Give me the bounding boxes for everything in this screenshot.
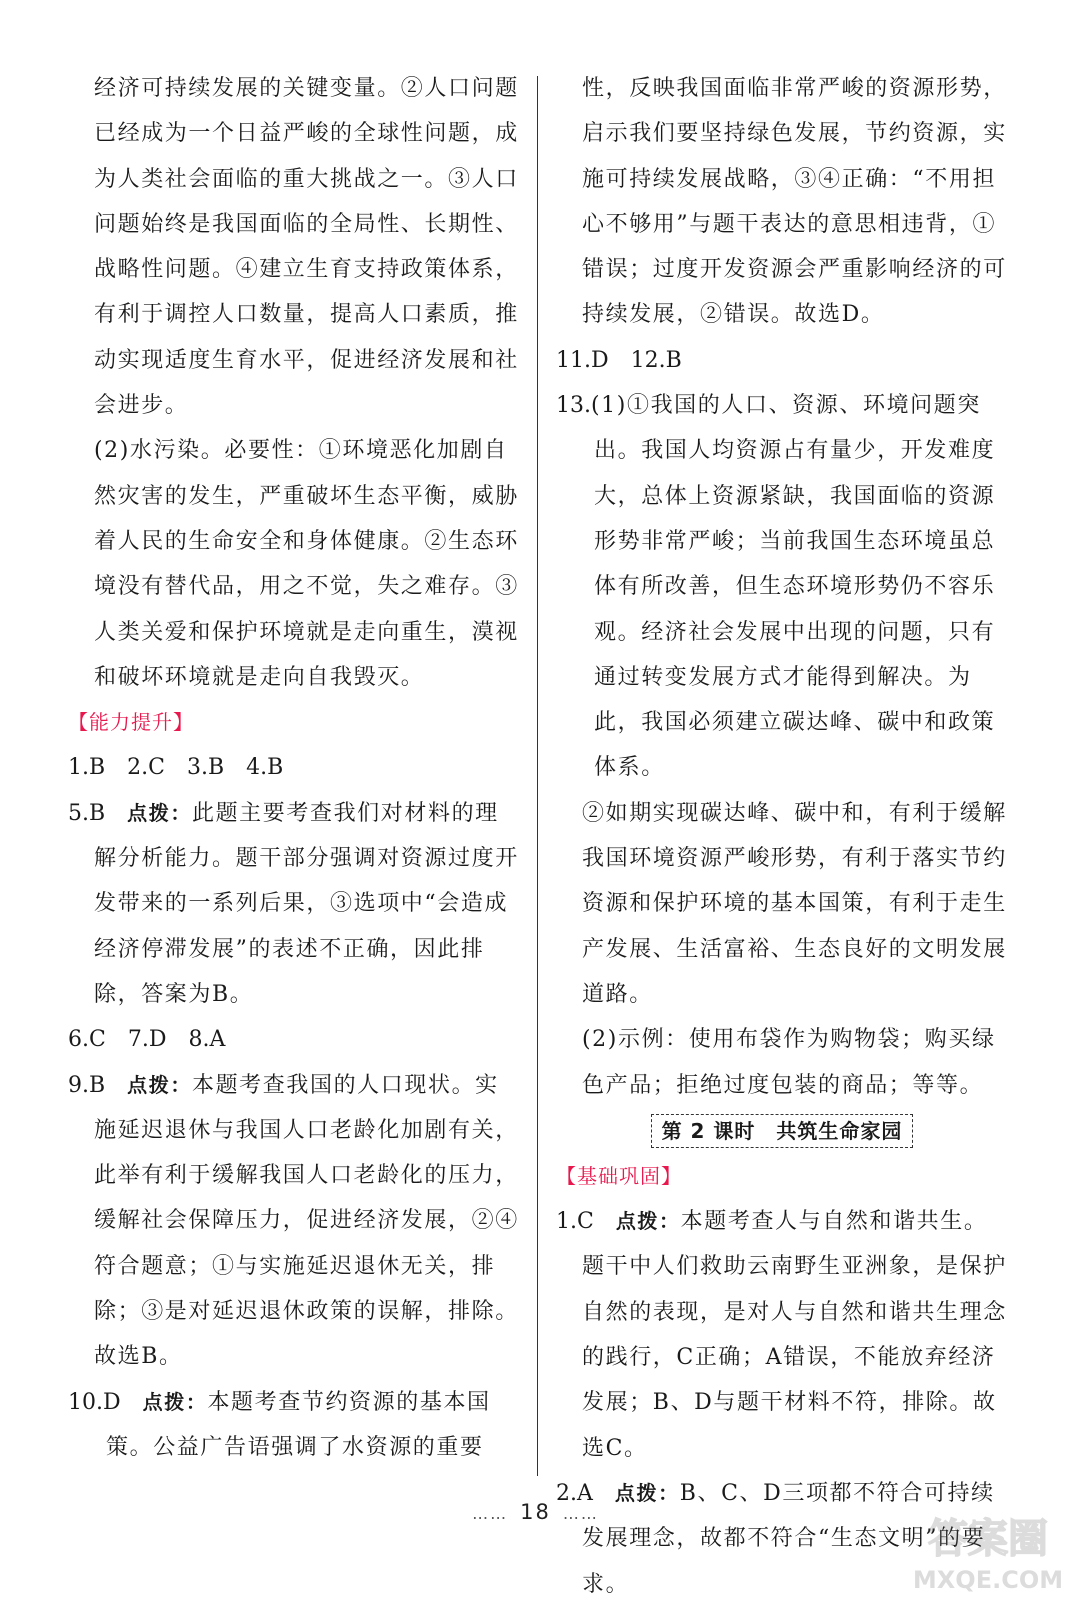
answers-6-8: 6.C 7.D 8.A (68, 1027, 226, 1053)
column-divider (537, 76, 538, 1476)
answer-10-number: 10.D (68, 1389, 143, 1415)
section-tag-basic: 【基础巩固】 (556, 1163, 682, 1188)
answer-10-text: 本题考查节约资源的基本国策。公益广告语强调了水资源的重要 (106, 1389, 491, 1460)
answer-13-text: (1)①我国的人口、资源、环境问题突出。我国人均资源占有量少，开发难度大，总体上资源紧缺，我国面临的资源形势非常严峻；当前我国生态环境虽总体有所改善，但生态环境形势仍不容乐观。经济社会发展中出现的问题，只有通过转变发展方式才能得到解决。为此，我国必须建立碳达峰、碳中和政策体系。 (591, 393, 996, 781)
right-para-1: 性，反映我国面临非常严峻的资源形势，启示我们要坚持绿色发展，节约资源，实施可持续发展战略，③④正确：“不用担心不够用”与题干表达的意思相违背，①错误；过度开发资源会严重影响经济的可持续发展，②错误。故选D。 (582, 76, 1007, 328)
answer-5-text: 此题主要考查我们对材料的理解分析能力。题干部分强调对资源过度开发带来的一系列后果，③选项中“会造成经济停滞发展”的表述不正确，因此排除，答案为B。 (94, 800, 519, 1007)
left-para-1: 经济可持续发展的关键变量。②人口问题已经成为一个日益严峻的全球性问题，成为人类社会面临的重大挑战之一。③人口问题始终是我国面临的全局性、长期性、战略性问题。④建立生育支持政策体系，有利于调控人口数量，提高人口素质，推动实现适度生育水平，促进经济发展和社会进步。 (94, 76, 519, 419)
tip-label: 点拨： (127, 1072, 192, 1097)
watermark-logo (913, 1504, 1063, 1596)
answers-1-4: 1.B 2.C 3.B 4.B (68, 755, 284, 781)
basic-answer-1 (556, 1199, 1008, 1471)
tip-label: 点拨： (142, 1389, 208, 1414)
answer-5 (68, 791, 520, 1017)
left-column (68, 66, 520, 1470)
tip-label: 点拨： (127, 800, 192, 825)
tip-label: 点拨： (615, 1209, 681, 1234)
answer-5-number: 5.B (68, 800, 128, 826)
basic-answer-2-number: 2.A (556, 1480, 615, 1506)
footer-dots-left: …… (472, 1504, 509, 1523)
answer-13-para-3: (2)示例：使用布袋作为购物袋；购买绿色产品；拒绝过度包装的商品；等等。 (582, 1027, 996, 1098)
lesson-title-wrap (556, 1108, 1008, 1154)
left-para-2: (2)水污染。必要性：①环境恶化加剧自然灾害的发生，严重破坏生态平衡，威胁着人民的生命安全和身体健康。②生态环境没有替代品，用之不觉，失之难存。③人类关爱和保护环境就是走向重生，漠视和破坏环境就是走向自我毁灭。 (94, 438, 519, 690)
answer-13-number: 13. (556, 393, 591, 419)
basic-answer-1-text: 本题考查人与自然和谐共生。题干中人们救助云南野生亚洲象，是保护自然的表现，是对人与自然和谐共生理念的践行，C正确；A错误，不能放弃经济发展；B、D与题干材料不符，排除。故选C。 (582, 1209, 1007, 1461)
answer-9-number: 9.B (68, 1072, 128, 1098)
basic-answer-1-number: 1.C (556, 1209, 616, 1235)
section-tag-ability: 【能力提升】 (68, 710, 194, 735)
footer-dots-right: …… (562, 1504, 599, 1523)
answer-13 (556, 383, 1008, 791)
page-number: 18 (520, 1500, 551, 1524)
basic-answer-2-text: B、C、D三项都不符合可持续发展理念，故都不符合“生态文明”的要求。 (582, 1480, 995, 1597)
tip-label: 点拨： (614, 1480, 680, 1505)
answer-9 (68, 1063, 520, 1380)
right-column (556, 66, 1008, 1607)
watermark-text: 答案圈 (928, 1516, 1048, 1562)
page-footer (0, 1500, 1071, 1524)
answers-11-12: 11.D 12.B (556, 347, 682, 373)
lesson-title: 第 2 课时 共筑生命家园 (651, 1114, 914, 1148)
answer-9-text: 本题考查我国的人口现状。实施延迟退休与我国人口老龄化加剧有关，此举有利于缓解我国人口老龄化的压力，缓解社会保障压力，促进经济发展，②④符合题意；①与实施延迟退休无关，排除；③是对延迟退休政策的误解，排除。故选B。 (94, 1072, 519, 1370)
watermark-url: MXQE.COM (913, 1566, 1063, 1594)
answer-10 (68, 1380, 520, 1471)
answer-13-para-2: ②如期实现碳达峰、碳中和，有利于缓解我国环境资源严峻形势，有利于落实节约资源和保护环境的基本国策，有利于走生产发展、生活富裕、生态良好的文明发展道路。 (582, 800, 1007, 1007)
